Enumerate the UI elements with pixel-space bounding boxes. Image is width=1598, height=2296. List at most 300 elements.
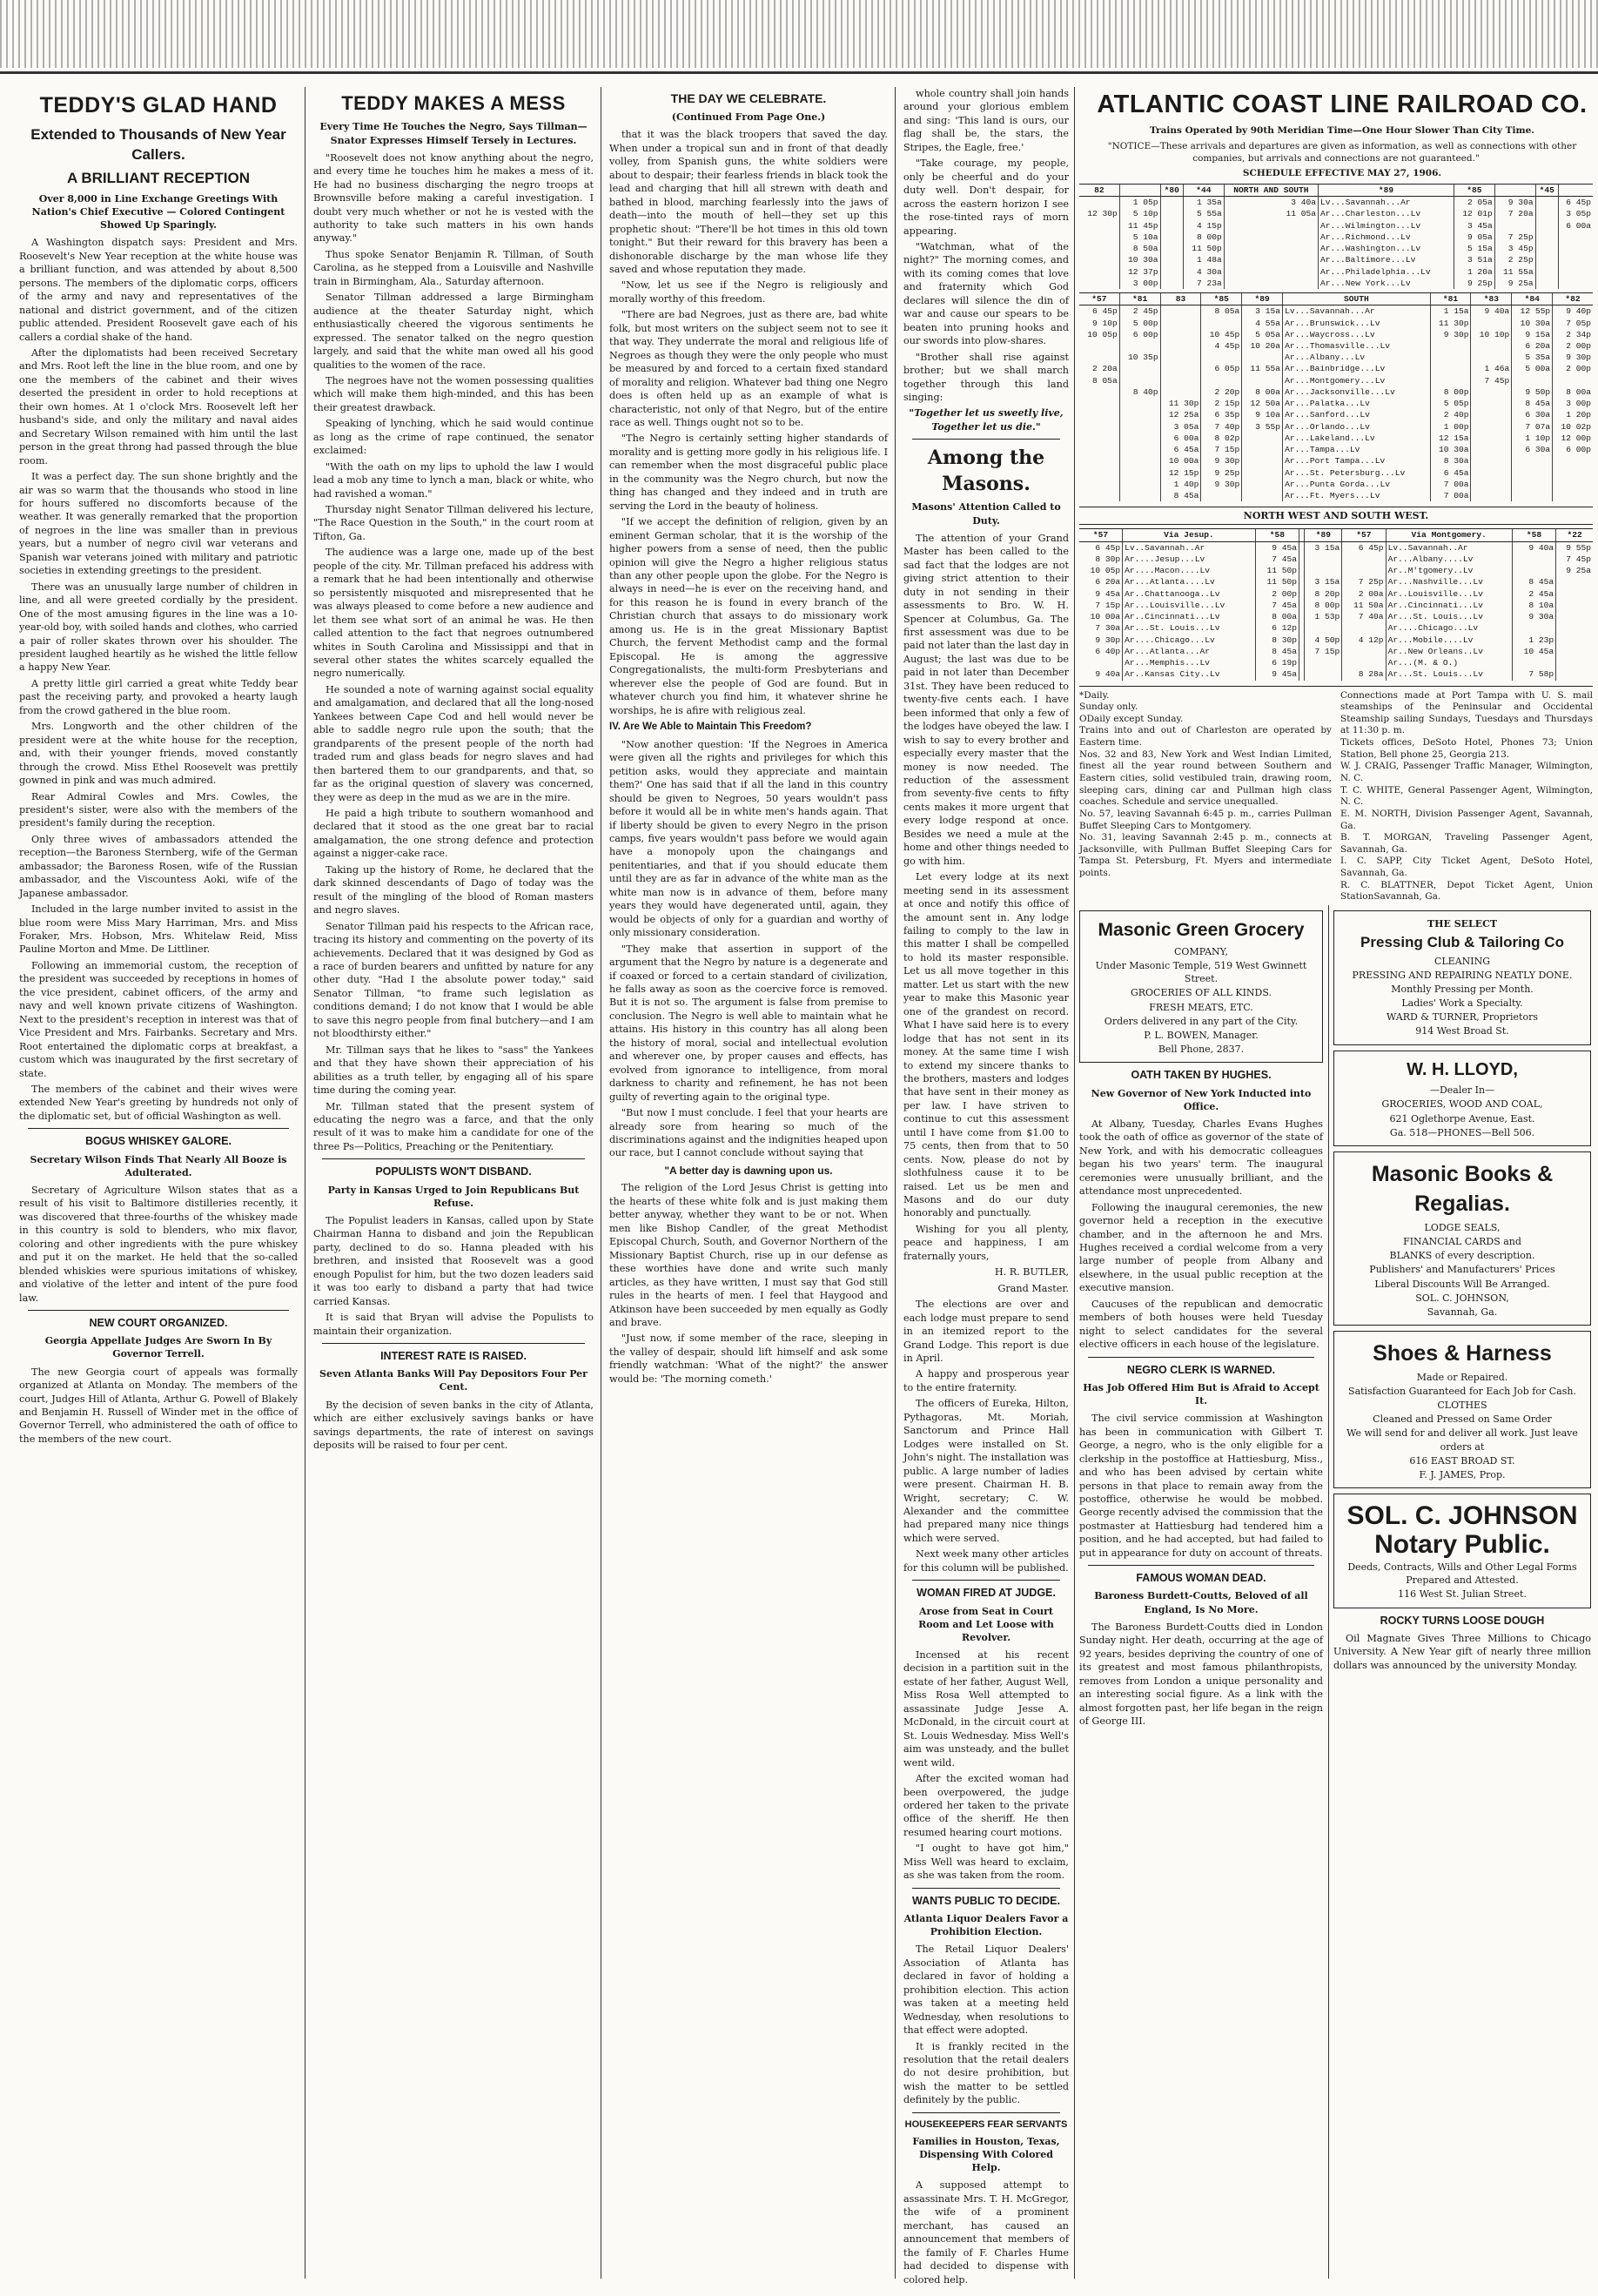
ad-line: Satisfaction Guaranteed for Each Job for Cash. xyxy=(1348,1385,1576,1397)
paragraph: The elections are over and each lodge must prepare to send in an itemized report to the Grand Lodge. This report is due in April. xyxy=(903,1299,1069,1365)
table-cell: 8 30p xyxy=(1255,634,1299,646)
table-cell: 12 55p xyxy=(1512,305,1553,318)
table-cell: 10 05p xyxy=(1090,566,1121,576)
table-cell: 8 28a xyxy=(1342,668,1386,680)
table-cell: 5 05p xyxy=(1430,398,1471,409)
table-cell: 7 45a xyxy=(1255,600,1299,611)
table-cell xyxy=(1242,352,1283,363)
table-cell: 10 35p xyxy=(1119,352,1160,363)
table-cell: 2 20a xyxy=(1091,364,1118,374)
table-cell xyxy=(1556,646,1593,657)
table-cell: 6 35p xyxy=(1201,409,1242,420)
table-cell xyxy=(1079,398,1119,409)
table-row xyxy=(1079,398,1593,409)
table-header-cell: *83 xyxy=(1471,293,1512,305)
table-cell: 6 20a xyxy=(1095,577,1121,587)
ad-line: Monthly Pressing per Month. xyxy=(1391,983,1534,995)
table-cell xyxy=(1342,657,1386,668)
table-cell: Ar...Nashville...Lv xyxy=(1386,576,1512,587)
headline-among-masons: Among the Masons. xyxy=(927,446,1045,496)
table-cell: Ar...St. Louis...Lv xyxy=(1386,611,1512,622)
table-cell: 8 45a xyxy=(1512,398,1553,409)
ad-line: Liberal Discounts Will Be Arranged. xyxy=(1374,1278,1550,1290)
signature: H. R. BUTLER, xyxy=(994,1266,1069,1279)
lower-right-column xyxy=(1333,905,1591,2279)
column-1 xyxy=(19,87,298,2279)
table-cell xyxy=(1160,318,1201,329)
table-cell xyxy=(1079,444,1119,455)
ad-title: Pressing Club & Tailoring Co xyxy=(1360,934,1564,951)
table-header-cell: SOUTH xyxy=(1283,293,1431,305)
table-cell: Ar...Memphis...Lv xyxy=(1123,657,1256,668)
table-cell: 1 53p xyxy=(1305,611,1342,622)
table-header-cell: *80 xyxy=(1160,184,1183,196)
table-row xyxy=(1079,278,1593,289)
table-cell xyxy=(1242,467,1283,479)
table-cell: 4 12p xyxy=(1342,634,1386,646)
table-cell: 3 15a xyxy=(1242,305,1283,318)
table-cell: 1 23p xyxy=(1512,634,1555,646)
headline-day-we-celebrate: THE DAY WE CELEBRATE. xyxy=(670,91,827,105)
table-cell: Ar...St. Louis...Lv xyxy=(1123,622,1256,634)
table-cell xyxy=(1119,467,1160,479)
table-header-cell: 82 xyxy=(1079,184,1119,196)
paragraph: Let every lodge at its next meeting send in its assessment at once and notify this office of the amount sent in. Any lodge failing to comply to the law in this matter I shall be compelled to hold its master responsible. Let us all move together in this matter. Let us start with the new year to make this Masonic year one of the grandest on record. What I have said here is to every lodge that has not sent in its money. At the same time I wish to extend my sincere thanks to the brothers, masters and lodges that have sent in their money as per law. I have striven to continue to cut this assessment until I have come from $1.00 to 75 cents, then from that to 50 cents. Now, please do not by slothfulness cause it to be raised. Let us be men and Masons and do our duty honorably and punctually. xyxy=(903,871,1069,1219)
ad-line: No. 31, leaving Savannah 2:45 p. m., connects at Jacksonville, with Pullman Buffet Sleeping Cars for Tampa St. Petersburg, Ft. Myers and intermediate points. xyxy=(1079,832,1332,879)
table-cell xyxy=(1079,352,1119,363)
table-cell: 2 15p xyxy=(1201,398,1242,409)
table-cell: 7 58p xyxy=(1512,668,1555,680)
verse: "Together let us sweetly live, Together let us die." xyxy=(909,407,1064,433)
table-cell xyxy=(1201,375,1242,386)
ad-line: 621 Oglethorpe Avenue, East. xyxy=(1389,1112,1535,1125)
table-cell xyxy=(1553,455,1593,467)
table-cell xyxy=(1553,490,1593,501)
column-4 xyxy=(903,87,1069,2286)
table-cell: 10 10p xyxy=(1471,329,1512,340)
table-header-cell: *45 xyxy=(1535,184,1558,196)
table-cell xyxy=(1512,479,1553,490)
ad-masonic-grocery xyxy=(1079,910,1323,1063)
table-cell: 2 00p xyxy=(1255,588,1299,600)
deck: Party in Kansas Urged to Join Republicans But Refuse. xyxy=(327,1184,580,1209)
table-header-cell: *57 xyxy=(1079,529,1123,541)
table-cell: Ar...Mobile....Lv xyxy=(1386,634,1512,646)
table-header-cell: *89 xyxy=(1318,184,1454,196)
table-cell xyxy=(1242,490,1283,501)
ad-line: GROCERIES, WOOD AND COAL, xyxy=(1381,1098,1543,1111)
table-cell: 10 30a xyxy=(1119,254,1160,265)
table-cell xyxy=(1512,455,1553,467)
section-heading: IV. Are We Able to Maintain This Freedom? xyxy=(609,721,812,732)
table-cell: 9 45a xyxy=(1095,588,1121,599)
table-cell: 1 05p xyxy=(1119,197,1160,209)
headline-teddy-makes-mess: TEDDY MAKES A MESS xyxy=(341,92,566,114)
table-cell: 3 05a xyxy=(1160,421,1201,433)
table-row xyxy=(1079,479,1593,490)
table-cell: 7 15p xyxy=(1201,444,1242,455)
divider xyxy=(322,1343,585,1344)
paragraph: Thus spoke Senator Benjamin R. Tillman, of South Carolina, as he stepped from a Louisville and Nashville train in Birmingham, Ala., Saturday afternoon. xyxy=(313,248,594,287)
table-cell xyxy=(1201,318,1242,329)
table-cell: 8 20p xyxy=(1305,588,1342,600)
table-cell: 5 10p xyxy=(1119,208,1160,219)
table-cell: Ar..Cincinnati...Lv xyxy=(1123,611,1256,622)
headline-teddys-glad-hand: TEDDY'S GLAD HAND xyxy=(39,93,278,117)
table-cell xyxy=(1160,386,1201,398)
table-cell xyxy=(1224,254,1318,265)
schedule-effective: SCHEDULE EFFECTIVE MAY 27, 1906. xyxy=(1242,168,1442,179)
table-cell: 12 00p xyxy=(1553,433,1593,444)
table-cell xyxy=(1512,657,1555,668)
table-row xyxy=(1079,622,1593,634)
table-cell: 6 05p xyxy=(1201,363,1242,374)
table-cell: 8 05a xyxy=(1201,305,1242,318)
table-cell: 6 45p xyxy=(1095,542,1121,553)
table-cell: 8 45a xyxy=(1160,490,1201,501)
table-cell: 2 00a xyxy=(1342,588,1386,600)
ad-line: CLEANING xyxy=(1434,955,1491,967)
table-row xyxy=(1079,409,1593,420)
table-cell: Ar...Thomasville...Lv xyxy=(1283,340,1431,352)
table-row xyxy=(1079,433,1593,444)
table-cell: 9 25a xyxy=(1556,565,1593,576)
table-cell xyxy=(1305,622,1342,634)
ad-title: W. H. LLOYD, xyxy=(1407,1059,1518,1079)
table-cell: 1 35a xyxy=(1183,197,1224,209)
table-cell: Ar...Bainbridge...Lv xyxy=(1283,363,1431,374)
paragraph: Mr. Tillman says that he likes to "sass" the Yankees and that they have shown their appreciation of his abilities as a truth teller, by engaging all of his spare time during the coming year. xyxy=(313,1044,594,1097)
table-cell: 2 05a xyxy=(1454,197,1494,209)
table-cell xyxy=(1535,232,1558,243)
table-cell xyxy=(1535,266,1558,278)
table-row xyxy=(1079,634,1593,646)
table-cell xyxy=(1079,386,1119,398)
table-cell: 11 55a xyxy=(1494,266,1535,278)
table-cell: 1 46a xyxy=(1471,363,1512,374)
deck: Has Job Offered Him But is Afraid to Accept It. xyxy=(1083,1381,1319,1407)
table-cell: 8 30a xyxy=(1430,455,1471,467)
paragraph: "Roosevelt does not know anything about the negro, and every time he touches him he makes a mess of it. He had no business discharging the negro troops at Brownsville before making a careful investigation. I doubt very much whether or not he is vested with the authority to take such matters in his own hands anyway." xyxy=(313,151,594,245)
table-cell xyxy=(1079,433,1119,444)
table-cell: Ar...Ft. Myers...Lv xyxy=(1283,490,1431,501)
headline-famous-woman: FAMOUS WOMAN DEAD. xyxy=(1136,1572,1266,1585)
ad-line: WARD & TURNER, Proprietors xyxy=(1386,1011,1538,1024)
table-cell: 11 30p xyxy=(1430,318,1471,329)
table-cell: 8 00p xyxy=(1430,386,1471,398)
table-cell: 10 20a xyxy=(1242,340,1283,352)
ad-line: Ga. 518—PHONES—Bell 506. xyxy=(1389,1126,1535,1138)
paragraph: Incensed at his recent decision in a partition suit in the estate of her father, August Well, Miss Rosa Well attempted to assassinate Judge Jesse A. McDonald, in the circuit court at St. Louis Wednesday. Miss Well's aim was unsteady, and the bullet went wild. xyxy=(903,1649,1069,1769)
table-cell xyxy=(1535,254,1558,265)
table-cell xyxy=(1556,576,1593,587)
table-cell: 3 51a xyxy=(1454,254,1494,265)
table-header-cell: *57 xyxy=(1079,293,1119,305)
table-cell xyxy=(1079,479,1119,490)
headline-interest-rate: INTEREST RATE IS RAISED. xyxy=(380,1350,527,1362)
table-row xyxy=(1079,254,1593,265)
table-header-cell: *44 xyxy=(1183,184,1224,196)
table-cell: 7 30a xyxy=(1095,623,1121,634)
table-cell xyxy=(1556,657,1593,668)
table-header-cell: *89 xyxy=(1242,293,1283,305)
subhead: A BRILLIANT RECEPTION xyxy=(67,170,250,187)
table-cell xyxy=(1201,490,1242,501)
table-cell: Ar....Chicago...Lv xyxy=(1386,622,1512,634)
table-cell xyxy=(1119,490,1160,501)
table-cell: 3 05p xyxy=(1558,208,1593,219)
article-body xyxy=(903,1943,1069,2106)
table-cell: 3 00p xyxy=(1119,278,1160,289)
table-cell: 6 12p xyxy=(1255,622,1299,634)
table-cell xyxy=(1119,421,1160,433)
table-cell xyxy=(1160,329,1201,340)
divider xyxy=(322,1158,585,1159)
paragraph: A happy and prosperous year to the entire fraternity. xyxy=(903,1368,1069,1393)
paragraph: "Watchman, what of the night?" The morning comes, and with its coming comes that love and fraternity which God declares will silence the din of war and cause our spears to be beaten into pruning hooks and our swords into plow-shares. xyxy=(903,240,1069,347)
table-row xyxy=(1079,386,1593,398)
article-body xyxy=(903,87,1069,404)
table-cell: 6 30a xyxy=(1512,444,1553,455)
table-cell: Ar..New Orleans..Lv xyxy=(1386,646,1512,657)
table-cell: Ar..Cincinnati...Lv xyxy=(1386,600,1512,611)
table-header-cell xyxy=(1494,184,1535,196)
paragraph: "Now another question: 'If the Negroes in America were given all the rights and privileges for which this petition asks, would they appreciate and maintain them?' One has said that if all the land in this country should be given to Negroes, 50 years wouldn't pass before it would all be in white men's hands again. That if liberty should be given to every Negro in the prison camps, five years wouldn't pass before we would again have a monopoly upon the chaingangs and penitentiaries, and that if you should educate them until they are as far in advance of the white man as the white man now is in advance of them, before many years they would have degenerated until, again, they would be objects of only for a guardian and worthy of only missionary consideration. xyxy=(609,738,888,939)
table-cell xyxy=(1160,254,1183,265)
ad-line: Sunday only. xyxy=(1079,702,1138,713)
table-header-cell: *85 xyxy=(1201,293,1242,305)
deck: Every Time He Touches the Negro, Says Tillman—Snator Expresses Himself Tersely in Lectures. xyxy=(319,121,588,146)
table-cell xyxy=(1556,634,1593,646)
pull-quote: "A better day is dawning upon us. xyxy=(664,1164,833,1177)
paragraph: whole country shall join hands around your glorious emblem and sing: 'This land is ours, our flag shall be, the stars, the Stripes, the Eagle, free.' xyxy=(903,88,1069,153)
table-cell: 8 05a xyxy=(1091,375,1118,386)
table-cell xyxy=(1201,352,1242,363)
headline-new-court: NEW COURT ORGANIZED. xyxy=(89,1317,228,1330)
ad-lines xyxy=(1087,959,1315,1056)
table-cell: Ar...Atlanta....Lv xyxy=(1123,576,1256,587)
table-cell xyxy=(1305,657,1342,668)
table-cell: 8 00a xyxy=(1553,386,1593,398)
table-cell xyxy=(1119,444,1160,455)
ad-lines xyxy=(1341,955,1583,1038)
table-cell: 5 00a xyxy=(1512,363,1553,374)
ad-line: F. J. JAMES, Prop. xyxy=(1419,1468,1506,1480)
table-row xyxy=(1079,421,1593,433)
ad-line: CLOTHES xyxy=(1437,1399,1487,1411)
table-cell xyxy=(1160,266,1183,278)
table-cell: 9 05a xyxy=(1454,232,1494,243)
deck: Atlanta Liquor Dealers Favor a Prohibition Election. xyxy=(903,1912,1069,1938)
table-cell: 2 00p xyxy=(1553,340,1593,352)
article-body xyxy=(19,1366,298,1447)
table-cell: 10 00a xyxy=(1160,455,1201,467)
table-cell xyxy=(1556,588,1593,600)
table-cell: Ar...Waycross...Lv xyxy=(1283,329,1431,340)
table-cell: Ar...(M. & O.) xyxy=(1386,657,1512,668)
table-cell: Ar...Palatka...Lv xyxy=(1283,398,1431,409)
table-cell: 8 10a xyxy=(1512,600,1555,611)
table-cell: Ar...Atlanta...Ar xyxy=(1123,646,1256,657)
ad-line: FINANCIAL CARDS and xyxy=(1403,1236,1521,1248)
table-row xyxy=(1079,352,1593,363)
table-row xyxy=(1079,266,1593,278)
table-cell xyxy=(1160,340,1201,352)
column-rule xyxy=(305,87,306,2279)
table-row xyxy=(1079,565,1593,576)
table-cell xyxy=(1119,340,1160,352)
ad-line: LODGE SEALS, xyxy=(1424,1221,1501,1233)
table-cell: 10 45a xyxy=(1512,646,1555,657)
table-cell: Ar....Chicago...Lv xyxy=(1123,634,1256,646)
ad-company: COMPANY, xyxy=(1174,945,1228,957)
paragraph: "There are bad Negroes, just as there are, bad white folk, but most writers on the subject seem not to see it that way. They underrate the moral and religious life of Negroes as though they were the only people who must be measured by and forced to a certain fixed standard of morality and religion. Whatever bad thing one Negro does is often held up as an example of what is characteristic, not only of that Negro, but of the entire race as well. Things ought not so to be. xyxy=(609,309,888,428)
column-3 xyxy=(609,87,888,2279)
table-cell: Ar..Kansas City..Lv xyxy=(1123,668,1256,680)
table-cell xyxy=(1512,490,1553,501)
table-cell: 1 00p xyxy=(1430,421,1471,433)
table-cell: 11 45p xyxy=(1119,220,1160,232)
table-row xyxy=(1079,363,1593,374)
table-cell: 9 55p xyxy=(1556,541,1593,554)
table-cell: 1 20a xyxy=(1454,266,1494,278)
ad-lines xyxy=(1341,1221,1583,1319)
divider xyxy=(28,1128,289,1129)
table-row xyxy=(1079,208,1593,219)
table-cell xyxy=(1224,266,1318,278)
railroad-schedule xyxy=(1079,87,1593,903)
table-cell: 7 25p xyxy=(1342,576,1386,587)
table-cell: 6 45p xyxy=(1091,306,1118,317)
paragraph: "With the oath on my lips to uphold the law I would lead a mob any time to lynch a man, black or white, who had ravished a woman." xyxy=(313,460,594,500)
table-cell: Lv..Savannah..Ar xyxy=(1386,541,1512,554)
table-cell xyxy=(1494,220,1535,232)
paragraph: Thursday night Senator Tillman delivered his lecture, "The Race Question in the South," in the court room at Tifton, Ga. xyxy=(313,504,594,542)
article-body xyxy=(19,236,298,1123)
table-row xyxy=(1079,340,1593,352)
paragraph: Caucuses of the republican and democratic members of both houses were held Tuesday night to select candidates for the several elective officers in each house of the legislature. xyxy=(1079,1298,1323,1351)
headline-rocky: ROCKY TURNS LOOSE DOUGH xyxy=(1380,1614,1545,1627)
ad-pressing-club xyxy=(1333,910,1591,1045)
table-cell: Ar...Baltimore...Lv xyxy=(1318,254,1454,265)
table-cell xyxy=(1342,622,1386,634)
table-header-cell: *89 xyxy=(1305,529,1342,541)
paragraph: Secretary of Agriculture Wilson states that as a result of his visit to Baltimore distilleries recently, it was discovered that three-fourths of the whiskey made in this country is sold to blenders, who mix flavor, coloring and other ingredients with the pure whiskey and put it on the market. He held that the so-called blended whiskies were spurious imitations of whiskey, and violative of the letter and intent of the pure food law. xyxy=(19,1184,298,1304)
table-cell: 2 40p xyxy=(1430,409,1471,420)
table-cell xyxy=(1079,197,1119,209)
table-header-cell: Via Jesup. xyxy=(1123,529,1256,541)
table-cell: 7 00a xyxy=(1430,490,1471,501)
table-cell xyxy=(1471,421,1512,433)
ad-line: *Daily. xyxy=(1079,689,1110,701)
ad-line: 914 West Broad St. xyxy=(1415,1025,1509,1037)
table-cell xyxy=(1342,554,1386,565)
table-header-cell: *58 xyxy=(1255,529,1299,541)
table-cell xyxy=(1160,278,1183,289)
table-cell xyxy=(1079,455,1119,467)
table-row xyxy=(1079,467,1593,479)
table-cell xyxy=(1160,305,1201,318)
paragraph: Senator Tillman addressed a large Birmingham audience at the theater Saturday night, which enthusiastically cheered the vigorous sentiments he expressed. The senator talked on the negro question largely, and said that the white man owed all his good qualities to the women of the race. xyxy=(313,292,594,371)
paragraph: Mrs. Longworth and the other children of the president were at the white house for the reception, and, with their younger friends, moved constantly through the crowd. Miss Ethel Roosevelt was prettily gowned in pink and was much admired. xyxy=(19,721,298,787)
deck: Families in Houston, Texas, Dispensing With Colored Help. xyxy=(912,2135,1060,2174)
table-cell: 4 30a xyxy=(1183,266,1224,278)
paragraph: By the decision of seven banks in the city of Atlanta, which are either exclusively savings banks or have savings departments, the rate of interest on savings deposits will be raised to four per cent. xyxy=(313,1399,594,1451)
railroad-subtitle: Trains Operated by 90th Meridian Time—One Hour Slower Than City Time. xyxy=(1150,125,1534,137)
table-cell: 3 00p xyxy=(1553,398,1593,409)
table-cell: Ar...Lakeland...Lv xyxy=(1283,433,1431,444)
table-cell: 10 30a xyxy=(1430,444,1471,455)
table-cell: 2 20p xyxy=(1201,386,1242,398)
table-header-cell: Via Montgomery. xyxy=(1386,529,1512,541)
table-cell xyxy=(1471,352,1512,363)
table-cell xyxy=(1471,318,1512,329)
table-cell: 6 45p xyxy=(1558,197,1593,209)
paragraph: The new Georgia court of appeals was formally organized at Atlanta on Monday. The members of the court, Judges Hill of Atlanta, Arthur G. Powell of Blakely and Benjamin H. Russell of Winder met in the office of Governor Terrell, who administered the oath of office to the members of the new court. xyxy=(19,1366,298,1445)
paragraph: "Brother shall rise against brother; but we shall march together through this land singing: xyxy=(903,351,1069,403)
table-cell: 1 15a xyxy=(1430,305,1471,318)
table-cell: 9 25a xyxy=(1494,278,1535,289)
paragraph: "Just now, if some member of the race, sleeping in the valley of despair, should lift himself and ask some friendly watchman: 'What of the night?' the answer would be: 'The morning cometh.' xyxy=(609,1333,888,1385)
table-cell xyxy=(1305,554,1342,565)
divider xyxy=(28,1310,289,1311)
table-cell xyxy=(1512,467,1553,479)
table-cell xyxy=(1556,668,1593,680)
table-cell: 3 15a xyxy=(1305,576,1342,587)
table-cell xyxy=(1535,220,1558,232)
schedule-notes-left xyxy=(1079,690,1332,904)
table-cell: Ar...Wilmington...Lv xyxy=(1318,220,1454,232)
article-body xyxy=(1079,1621,1323,1729)
divider xyxy=(912,1580,1060,1581)
table-cell: 8 45a xyxy=(1255,646,1299,657)
table-cell: Ar..M'tgomery..Lv xyxy=(1386,565,1512,576)
ad-title: Shoes & Harness xyxy=(1373,1341,1552,1366)
article-body xyxy=(1079,1118,1323,1352)
paragraph: The audience was a large one, made up of the best people of the city. Mr. Tillman prefaced his address with a remark that he had been intentionally and otherwise so persistently misquoted and misrepresented that he was always pleased to come before a new audience and let them see what sort of an animal he was. He then called attention to the fact that negroes outnumbered whites in South Carolina and Mississippi and that in several other states the whites scarcely equalled the negro numerically. xyxy=(313,547,594,680)
headline-woman-fired: WOMAN FIRED AT JUDGE. xyxy=(916,1587,1056,1600)
table-cell: Ar...Sanford...Lv xyxy=(1283,409,1431,420)
table-cell: 2 34p xyxy=(1553,329,1593,340)
schedule-table-south xyxy=(1079,292,1593,501)
ad-line: BLANKS of every description. xyxy=(1389,1250,1535,1262)
table-cell xyxy=(1553,375,1593,386)
continued-note: (Continued From Page One.) xyxy=(671,111,826,124)
ad-line: Orders delivered in any part of the City. xyxy=(1104,1015,1299,1027)
table-cell: 12 37p xyxy=(1119,266,1160,278)
table-header-cell: *81 xyxy=(1119,293,1160,305)
table-cell: Ar...Montgomery...Lv xyxy=(1283,375,1431,386)
table-cell: 2 45p xyxy=(1119,305,1160,318)
table-cell xyxy=(1119,398,1160,409)
table-cell xyxy=(1471,409,1512,420)
table-cell: 5 05a xyxy=(1242,329,1283,340)
paragraph: Wishing for you all plenty, peace and happiness, I am fraternally yours, xyxy=(903,1223,1069,1262)
table-cell: 7 45p xyxy=(1471,375,1512,386)
ad-line: 116 West St. Julian Street. xyxy=(1398,1588,1527,1601)
divider xyxy=(912,439,1060,440)
article-body xyxy=(609,1181,888,1386)
table-cell: 5 15a xyxy=(1454,243,1494,254)
table-cell: 9 30a xyxy=(1512,611,1555,622)
table-cell: 4 50p xyxy=(1305,634,1342,646)
column-rule xyxy=(1074,87,1075,2279)
table-header-cell: *58 xyxy=(1512,529,1555,541)
paragraph: The negroes have not the women possessing qualities which will make them high-minded, and this has been their greatest drawback. xyxy=(313,374,594,413)
table-cell xyxy=(1471,433,1512,444)
masthead-strip xyxy=(0,0,1598,68)
table-row xyxy=(1079,232,1593,243)
